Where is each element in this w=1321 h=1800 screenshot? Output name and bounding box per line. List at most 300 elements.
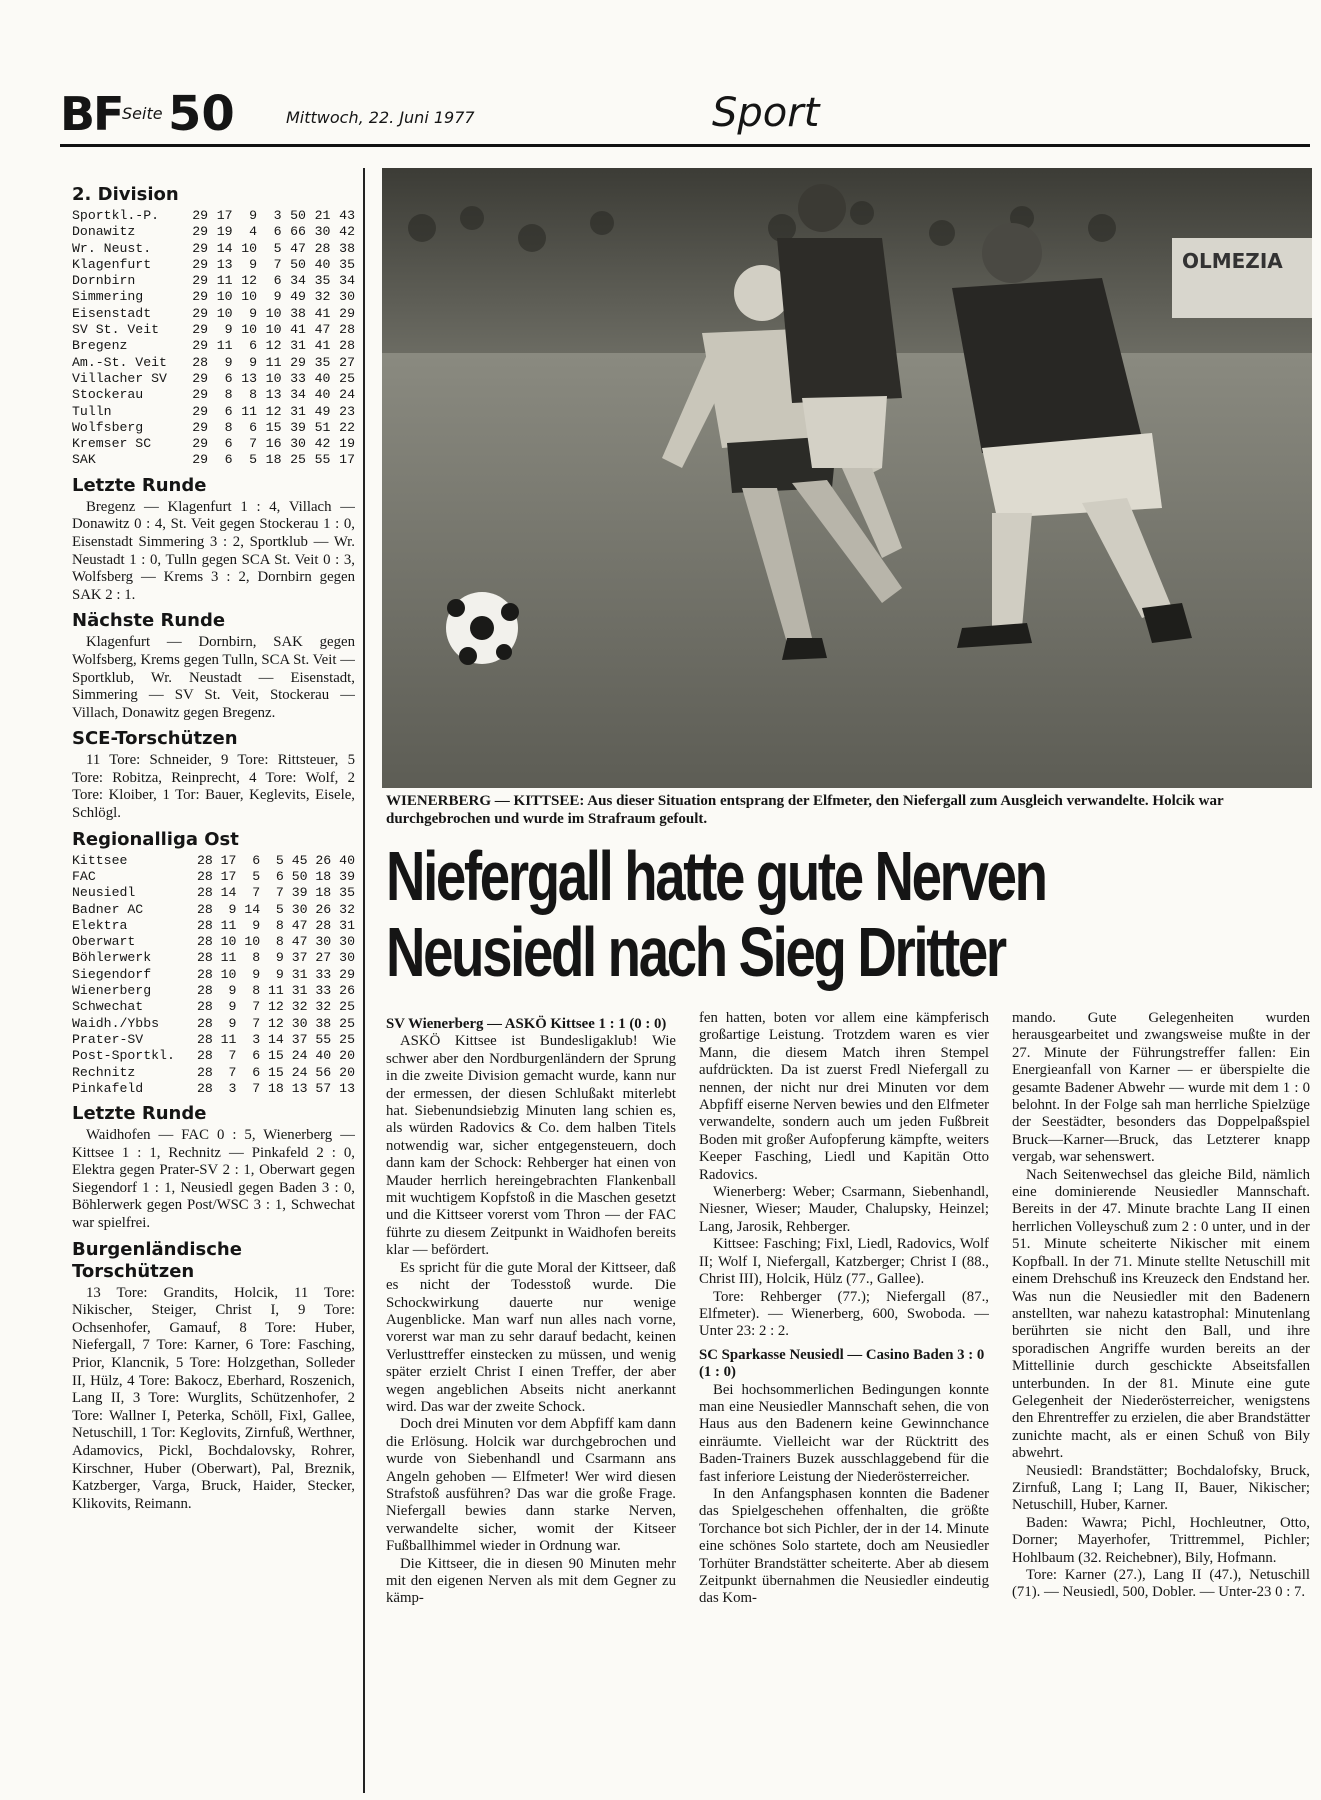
table-cell: 6 [249, 419, 258, 435]
table-cell: 28 [315, 917, 332, 933]
table-row [72, 934, 355, 950]
table-cell: 8 [249, 387, 258, 403]
table-cell: 9 [228, 901, 237, 917]
table-cell: 55 [315, 1031, 332, 1047]
team-name: Donawitz [72, 224, 136, 240]
table-cell: 28 [339, 338, 355, 354]
table-cell: 35 [339, 256, 355, 272]
table-cell: 37 [291, 1031, 308, 1047]
table-cell: 40 [314, 387, 331, 403]
table-cell: 42 [314, 436, 331, 452]
team-name: SAK [72, 452, 96, 468]
table-cell: 7 [252, 885, 261, 901]
table-cell: 9 [228, 1015, 237, 1031]
table-cell: 10 [244, 934, 261, 950]
table-cell: 41 [314, 338, 331, 354]
table-cell: 27 [339, 354, 355, 370]
table-cell: 18 [268, 1080, 284, 1096]
article-paragraph: Die Kittseer, die in diesen 90 Minuten mehr mit den eigenen Nerven als mit dem Gegner zu kämp- [386, 1555, 676, 1607]
issue-date: Mittwoch, 22. Juni 1977 [286, 108, 475, 127]
table-cell: 31 [291, 966, 308, 982]
table-row [72, 404, 355, 420]
table-cell: 29 [192, 419, 209, 435]
table-cell: 33 [315, 983, 332, 999]
table-cell: 19 [339, 436, 355, 452]
table-cell: 32 [314, 289, 331, 305]
table-cell: 6 [273, 224, 282, 240]
table-cell: 18 [265, 452, 282, 468]
table-cell: 11 [265, 354, 282, 370]
division2-last-round-heading: Letzte Runde [72, 474, 207, 496]
table-row [72, 387, 355, 403]
article-paragraph: Bei hochsommerlichen Bedingungen konnte man eine Neusiedler Mannschaft sehen, die von Haus aus den Badenern keine Gewinnchance einräumte. Vielleicht war der Rücktritt des Baden-Trainers Buzek ausschlaggebend für die fast inferiore Leistung der Niederösterreicher. [699, 1381, 989, 1485]
table-cell: 29 [192, 436, 209, 452]
table-cell: 14 [244, 901, 261, 917]
table-cell: 6 [224, 436, 233, 452]
table-cell: 29 [192, 224, 209, 240]
table-cell: 40 [314, 370, 331, 386]
article-paragraph: ASKÖ Kittsee ist Bundesligaklub! Wie schwer aber den Nordburgenländern der Sprung in die zweite Division gemacht wurde, kann nur der ermessen, der diesen Schlußakt miterlebt hat. Siebenundsiebzig Minuten lang schien es, als würden Radovics & Co. dem halben Titels notwendig war, sicher entgegensteuern, doch dann kam der Schock: Rehberger hat einen von Mauder herrlich hereingebrachten Flankenball mit wuchtigem Kopfstoß in die Maschen gesetzt und die Kittseer vorerst vom Thron — der FAC führte zu diesem Zeitpunkt in Waidhofen bereits klar — befördert. [386, 1033, 676, 1259]
table-cell: 8 [275, 917, 284, 933]
table-row [72, 967, 355, 983]
headline-line-2: Neusiedl nach Sieg Dritter [386, 913, 1005, 991]
headline-line-1: Niefergall hatte gute Nerven [386, 837, 1046, 915]
table-cell: 9 [249, 208, 258, 223]
scoreboard-text: OLMEZIA [1182, 249, 1283, 273]
table-cell: 29 [192, 208, 209, 223]
division2-table [72, 208, 355, 469]
table-cell: 7 [273, 256, 282, 272]
table-cell: 37 [291, 950, 308, 966]
article-headline [386, 838, 1108, 990]
team-name: Wr. Neust. [72, 240, 152, 256]
table-cell: 3 [228, 1080, 237, 1096]
table-cell: 11 [216, 273, 233, 289]
table-cell: 13 [216, 256, 233, 272]
table-cell: 15 [268, 1064, 284, 1080]
table-cell: 42 [339, 224, 355, 240]
table-cell: 28 [314, 240, 331, 256]
team-name: Kittsee [72, 852, 128, 868]
standings-column [72, 178, 355, 1788]
article-paragraph: Nach Seitenwechsel das gleiche Bild, nämlich eine dominierende Neusiedler Mannschaft. Bereits in der 47. Minute brachte Lang II einen herrlichen Volleyschuß zum 2 : 0 unter, und in der 51. Minute scheiterte Nikischer mit einem Kopfball. In der 71. Minute stellte Netuschill mit einem Drehschuß ins Kreuzeck den Endstand her. Was nun die Neusiedler mit den Badenern anstellten, war nahezu katastrophal: Minutenlang berührten sie nicht den Ball, und ihre sporadischen Angriffe wurden bereits an der Mittellinie durch geschickte Abseitsfallen unterbunden. In der 81. Minute eine gute Gelegenheit der Niederösterreicher, wenigstens den Ehrentreffer zu erzielen, die aber Brandstätter zunichte macht, als er einen Schuß von Bily abwehrt. [1012, 1166, 1310, 1462]
table-row [72, 1032, 355, 1048]
table-cell: 29 [192, 403, 209, 419]
table-cell: 45 [291, 852, 308, 868]
team-name: Schwechat [72, 999, 144, 1015]
table-cell: 35 [339, 885, 355, 901]
table-cell: 28 [196, 934, 213, 950]
team-name: Klagenfurt [72, 256, 152, 272]
table-row [72, 869, 355, 885]
table-row [72, 1065, 355, 1081]
table-cell: 25 [290, 452, 306, 468]
table-cell: 47 [291, 917, 308, 933]
table-cell: 40 [314, 256, 331, 272]
table-row [72, 289, 355, 305]
table-cell: 29 [339, 966, 355, 982]
table-cell: 12 [265, 403, 282, 419]
table-cell: 28 [196, 1064, 213, 1080]
table-cell: 10 [216, 289, 233, 305]
table-cell: 6 [252, 852, 261, 868]
table-row [72, 241, 355, 257]
article-column-1 [386, 1010, 676, 1795]
table-cell: 20 [339, 1064, 355, 1080]
table-cell: 47 [291, 934, 308, 950]
match-photo-illustration [382, 168, 1312, 788]
regionalliga-last-round-text: Waidhofen — FAC 0 : 5, Wienerberg — Kittsee 1 : 1, Rechnitz — Pinkafeld 2 : 0, Elektra gegen Prater-SV 2 : 1, Oberwart gegen Siegendorf 1 : 1, Neusiedl gegen Baden 3 : 0, Böhlerwerk gegen Post/WSC 3 : 1, Schwechat war spielfrei. [72, 1127, 355, 1232]
table-cell: 30 [290, 436, 306, 452]
table-cell: 6 [224, 452, 233, 468]
team-name: Waidh./Ybbs [72, 1015, 160, 1031]
table-cell: 8 [275, 934, 284, 950]
table-row [72, 853, 355, 869]
table-cell: 30 [314, 224, 331, 240]
table-cell: 30 [339, 289, 355, 305]
table-cell: 24 [291, 1064, 308, 1080]
sce-scorers-text: 11 Tore: Schneider, 9 Tore: Rittsteuer, 5 Tore: Robitza, Reinprecht, 4 Tore: Wolf, 2 Tore: Kloiber, 1 Tor: Bauer, Keglevits, Eisele, Schlögl. [72, 752, 355, 822]
table-cell: 11 [241, 403, 258, 419]
team-name: Neusiedl [72, 885, 136, 901]
table-cell: 9 [224, 354, 233, 370]
table-row [72, 950, 355, 966]
table-cell: 7 [249, 436, 258, 452]
table-cell: 33 [315, 966, 332, 982]
table-row [72, 918, 355, 934]
team-name: Böhlerwerk [72, 950, 152, 966]
table-cell: 6 [273, 273, 282, 289]
table-cell: 22 [339, 419, 355, 435]
table-cell: 50 [290, 256, 306, 272]
table-cell: 10 [265, 322, 282, 338]
team-name: Am.-St. Veit [72, 354, 167, 370]
table-cell: 40 [339, 852, 355, 868]
table-cell: 29 [192, 452, 209, 468]
team-name: Oberwart [72, 934, 136, 950]
table-cell: 9 [275, 950, 284, 966]
team-name: FAC [72, 868, 96, 884]
team-name: Simmering [72, 289, 144, 305]
table-cell: 34 [290, 273, 306, 289]
table-cell: 6 [275, 868, 284, 884]
regionalliga-table [72, 853, 355, 1097]
section-title: Sport [712, 90, 820, 136]
table-cell: 26 [315, 901, 332, 917]
table-cell: 28 [196, 868, 213, 884]
team-name: SV St. Veit [72, 322, 160, 338]
table-cell: 5 [252, 868, 261, 884]
table-cell: 23 [339, 403, 355, 419]
article-paragraph: Es spricht für die gute Moral der Kittseer, daß es nicht der Todesstoß wurde. Die Schockwirkung dauerte nur wenige Augenblicke. Man warf nun alles nach vorne, vorerst war man zu sehr darauf bedacht, keinen Verlusttreffer einstecken zu müssen, und wenig später erzielt Christ I einen Treffer, der aber wegen angeblichen Abseits nicht anerkannt wird. Das war der zweite Schock. [386, 1259, 676, 1415]
table-cell: 28 [196, 917, 213, 933]
table-cell: 28 [196, 999, 213, 1015]
table-cell: 29 [192, 338, 209, 354]
table-cell: 30 [291, 901, 308, 917]
table-cell: 56 [315, 1064, 332, 1080]
table-cell: 8 [252, 983, 261, 999]
team-name: Prater-SV [72, 1031, 144, 1047]
table-cell: 18 [315, 885, 332, 901]
team-lineup-kittsee: Kittsee: Fasching; Fixl, Liedl, Radovics, Wolf II; Wolf I, Niefergall, Katzberger; Christ I (88., Christ III), Holcik, Hülz (77., Gallee). [699, 1236, 989, 1288]
table-cell: 6 [252, 1048, 261, 1064]
table-row [72, 208, 355, 224]
table-cell: 5 [273, 240, 282, 256]
table-cell: 25 [339, 999, 355, 1015]
table-cell: 12 [241, 273, 258, 289]
table-cell: 8 [224, 387, 233, 403]
table-cell: 17 [339, 452, 355, 468]
table-cell: 31 [339, 917, 355, 933]
table-row [72, 436, 355, 452]
page-number: 50 [168, 86, 235, 142]
team-name: Bregenz [72, 338, 128, 354]
table-cell: 29 [192, 256, 209, 272]
table-cell: 30 [339, 950, 355, 966]
division2-next-round-text: Klagenfurt — Dornbirn, SAK gegen Wolfsberg, Krems gegen Tulln, SCA St. Veit — Sportklub, Wr. Neustadt — Eisenstadt, Simmering — SV St. Veit, Stockerau — Villach, Donawitz gegen Bregenz. [72, 634, 355, 721]
article-paragraph: In den Anfangsphasen konnten die Badener das Spielgeschehen offenhalten, die größte Torchance bot sich Pichler, der in der 14. Minute eine schönes Solo startete, doch am Neusiedler Torhüter Brandstätter scheiterte. Aber ab diesem Zeitpunkt übernahmen die Neusiedler eindeutig das Kom- [699, 1485, 989, 1607]
table-cell: 17 [216, 208, 233, 223]
team-lineup-neusiedl: Neusiedl: Brandstätter; Bochdalofsky, Bruck, Zirnfuß, Lang I; Lang II, Bauer, Nikischer; Netuschill, Huber, Karner. [1012, 1462, 1310, 1514]
table-cell: 32 [291, 999, 308, 1015]
table-cell: 27 [315, 950, 332, 966]
table-cell: 29 [192, 387, 209, 403]
table-cell: 10 [241, 240, 258, 256]
table-cell: 3 [273, 208, 282, 223]
table-cell: 14 [216, 240, 233, 256]
table-cell: 29 [192, 289, 209, 305]
team-lineup-baden: Baden: Wawra; Pichl, Hochleutner, Otto, Dorner; Mayerhofer, Trittremmel, Pichler; Hohlbaum (32. Reichebner), Bily, Hofmann. [1012, 1514, 1310, 1566]
table-cell: 7 [228, 1048, 237, 1064]
team-name: Eisenstadt [72, 305, 152, 321]
table-cell: 11 [220, 1031, 237, 1047]
table-row [72, 257, 355, 273]
regionalliga-heading: Regionalliga Ost [72, 828, 239, 850]
table-row [72, 273, 355, 289]
table-cell: 11 [216, 338, 233, 354]
table-cell: 10 [241, 289, 258, 305]
table-row [72, 1016, 355, 1032]
table-cell: 26 [339, 983, 355, 999]
team-name: Stockerau [72, 387, 144, 403]
table-cell: 10 [241, 322, 258, 338]
team-name: Dornbirn [72, 273, 136, 289]
match-photo [382, 168, 1312, 788]
table-cell: 17 [220, 852, 237, 868]
table-cell: 28 [196, 1031, 213, 1047]
burgenland-scorers-heading: Burgenländische Torschützen [72, 1238, 242, 1282]
table-cell: 5 [275, 852, 284, 868]
table-cell: 13 [291, 1080, 308, 1096]
table-cell: 30 [339, 934, 355, 950]
table-cell: 41 [314, 305, 331, 321]
table-row [72, 885, 355, 901]
table-cell: 10 [265, 305, 282, 321]
table-cell: 32 [315, 999, 332, 1015]
table-cell: 25 [339, 1031, 355, 1047]
table-cell: 29 [192, 273, 209, 289]
team-name: Badner AC [72, 901, 144, 917]
table-cell: 5 [275, 901, 284, 917]
table-cell: 14 [268, 1031, 284, 1047]
match-2-title: SC Sparkasse Neusiedl — Casino Baden 3 : 0 (1 : 0) [699, 1346, 985, 1381]
table-cell: 47 [314, 322, 331, 338]
table-cell: 10 [220, 934, 237, 950]
table-cell: 21 [314, 208, 331, 223]
masthead [60, 84, 1310, 147]
table-cell: 34 [290, 387, 306, 403]
table-cell: 9 [252, 966, 261, 982]
table-cell: 12 [265, 338, 282, 354]
table-cell: 39 [290, 419, 306, 435]
table-cell: 31 [290, 403, 306, 419]
table-cell: 49 [314, 403, 331, 419]
table-cell: 47 [290, 240, 306, 256]
table-cell: 9 [228, 983, 237, 999]
table-cell: 12 [268, 1015, 284, 1031]
table-cell: 9 [275, 966, 284, 982]
table-cell: 7 [252, 1080, 261, 1096]
table-cell: 14 [220, 885, 237, 901]
division2-next-round-heading: Nächste Runde [72, 610, 226, 632]
table-cell: 34 [339, 273, 355, 289]
table-cell: 16 [265, 436, 282, 452]
table-cell: 7 [275, 885, 284, 901]
table-row [72, 306, 355, 322]
table-cell: 13 [241, 370, 258, 386]
table-cell: 55 [314, 452, 331, 468]
table-cell: 6 [249, 338, 258, 354]
table-cell: 6 [224, 403, 233, 419]
table-cell: 7 [252, 1015, 261, 1031]
table-cell: 28 [196, 885, 213, 901]
table-cell: 31 [291, 983, 308, 999]
table-cell: 28 [339, 322, 355, 338]
table-cell: 38 [339, 240, 355, 256]
table-cell: 10 [265, 370, 282, 386]
table-cell: 33 [290, 370, 306, 386]
table-cell: 11 [268, 983, 284, 999]
table-row [72, 338, 355, 354]
article-paragraph: fen hatten, boten vor allem eine kämpferisch großartige Leistung. Trotzdem waren es vier Mann, die diesem Match ihren Stempel aufdrückten. Da ist zuerst Fredl Niefergall zu nennen, der nicht nur drei Minuten vor dem Abpfiff eiserne Nerven bewies und den Elfmeter verwandelte, sondern auch um jeden Fußbreit Boden mit großer Aufopferung kämpfte, weiters Keeper Fasching, Liedl und Kapitän Otto Radovics. [699, 1010, 989, 1183]
match-1-goals: Tore: Rehberger (77.); Niefergall (87., Elfmeter). — Wienerberg, 600, Swoboda. — Unter 23: 2 : 2. [699, 1288, 989, 1340]
table-cell: 9 [224, 322, 233, 338]
table-cell: 17 [220, 868, 237, 884]
table-cell: 7 [228, 1064, 237, 1080]
table-cell: 9 [273, 289, 282, 305]
table-cell: 28 [196, 950, 213, 966]
table-row [72, 1081, 355, 1097]
team-name: Wolfsberg [72, 419, 144, 435]
article-column-3 [1012, 1010, 1310, 1795]
table-cell: 35 [314, 354, 331, 370]
table-cell: 10 [216, 305, 233, 321]
table-cell: 29 [192, 322, 209, 338]
table-cell: 13 [339, 1080, 355, 1096]
division2-last-round-text: Bregenz — Klagenfurt 1 : 4, Villach — Donawitz 0 : 4, St. Veit gegen Stockerau 1 : 0, Eisenstadt Simmering 3 : 2, Sportklub — Wr. Neustadt 1 : 0, Tulln gegen SCA St. Veit 0 : 3, Wolfsberg — Krems 3 : 2, Dornbirn gegen SAK 2 : 1. [72, 498, 355, 603]
table-cell: 29 [192, 305, 209, 321]
table-row [72, 452, 355, 468]
table-row [72, 322, 355, 338]
table-cell: 31 [290, 338, 306, 354]
team-name: Kremser SC [72, 436, 152, 452]
table-cell: 9 [252, 917, 261, 933]
article-paragraph: Doch drei Minuten vor dem Abpfiff kam dann die Erlösung. Holcik war durchgebrochen und wurde von Siebenhandl und Csarmann ans Angeln gehoben — Elfmeter! Wer wird diesen Strafstoß ausführen? Das war die große Frage. Niefergall bewies dann starke Nerven, verwandelte sicher, womit der Kitseer Fußballhimmel wieder in Ordnung war. [386, 1416, 676, 1555]
table-row [72, 420, 355, 436]
table-cell: 5 [249, 452, 258, 468]
table-cell: 39 [291, 885, 308, 901]
page-label: Seite [122, 104, 163, 123]
team-name: Villacher SV [72, 370, 167, 386]
table-cell: 10 [220, 966, 237, 982]
table-cell: 41 [290, 322, 306, 338]
table-cell: 6 [252, 1064, 261, 1080]
table-cell: 12 [268, 999, 284, 1015]
table-cell: 28 [196, 852, 213, 868]
table-cell: 28 [196, 1048, 213, 1064]
table-cell: 9 [249, 354, 258, 370]
match-2-goals: Tore: Karner (27.), Lang II (47.), Netuschill (71). — Neusiedl, 500, Dobler. — Unter-23 0 : 7. [1012, 1567, 1310, 1601]
table-cell: 39 [339, 868, 355, 884]
table-row [72, 371, 355, 387]
table-cell: 3 [252, 1031, 261, 1047]
table-cell: 28 [196, 983, 213, 999]
team-name: Tulln [72, 403, 112, 419]
table-cell: 9 [228, 999, 237, 1015]
regionalliga-last-round-heading: Letzte Runde [72, 1103, 207, 1125]
table-cell: 29 [192, 240, 209, 256]
table-cell: 30 [291, 1015, 308, 1031]
table-cell: 38 [315, 1015, 332, 1031]
table-cell: 25 [339, 1015, 355, 1031]
table-cell: 28 [196, 901, 213, 917]
table-cell: 19 [216, 224, 233, 240]
table-cell: 50 [290, 208, 306, 223]
table-row [72, 1048, 355, 1064]
table-cell: 43 [339, 208, 355, 223]
table-cell: 26 [315, 852, 332, 868]
table-row [72, 999, 355, 1015]
table-row [72, 224, 355, 240]
team-name: Siegendorf [72, 966, 152, 982]
table-cell: 11 [220, 917, 237, 933]
table-cell: 7 [252, 999, 261, 1015]
burgenland-scorers-text: 13 Tore: Grandits, Holcik, 11 Tore: Nikischer, Steiger, Christ I, 9 Tore: Ochsenhofer, Gamauf, 8 Tore: Huber, Niefergall, 7 Tore: Karner, 6 Tore: Fasching, Prior, Klancnik, 5 Tore: Holzgethan, Solleder II, Hülz, 4 Tore: Bakocz, Eberhard, Roszenich, Lang II, 3 Tore: Wurglits, Schützenhofer, 2 Tore: Wallner I, Peterka, Schöll, Fixl, Gallee, Netuschill, 1 Tor: Keglovits, Zirnfuß, Werthner, Adamovics, Pickl, Bochdalovsky, Rohrer, Kirschner, Huber (Oberwart), Pal, Breznik, Katzberger, Varga, Bruck, Haider, Stecker, Klikovits, Reimann. [72, 1284, 355, 1512]
table-cell: 49 [290, 289, 306, 305]
table-cell: 51 [314, 419, 331, 435]
table-cell: 29 [339, 305, 355, 321]
newspaper-logo: BF [60, 87, 123, 141]
division2-heading: 2. Division [72, 184, 179, 205]
article-paragraph: mando. Gute Gelegenheiten wurden herausgearbeitet und zwangsweise mußte in der 27. Minute der Führungstreffer fallen: Ein Energieanfall von Karner — er überspielte die gesamte Badener Abwehr — wurde mit dem 1 : 0 belohnt. In der Folge sah man herrliche Spielzüge der Seestädter, besonders das Doppelpaßspiel Bruck—Karner—Bruck, das Letzterer knapp vergab, war sehenswert. [1012, 1010, 1310, 1166]
table-cell: 15 [265, 419, 282, 435]
table-row [72, 902, 355, 918]
table-cell: 15 [268, 1048, 284, 1064]
team-lineup-wienerberg: Wienerberg: Weber; Csarmann, Siebenhandl, Niesner, Wieser; Mauder, Chalupsky, Heinzel; Lang, Jarosik, Rehberger. [699, 1184, 989, 1235]
table-cell: 28 [192, 354, 209, 370]
team-name: Pinkafeld [72, 1080, 144, 1096]
table-cell: 32 [339, 901, 355, 917]
table-cell: 8 [224, 419, 233, 435]
table-cell: 29 [192, 370, 209, 386]
column-divider [363, 168, 365, 1793]
table-cell: 11 [220, 950, 237, 966]
table-cell: 4 [249, 224, 258, 240]
table-cell: 66 [290, 224, 306, 240]
table-cell: 28 [196, 1080, 213, 1096]
team-name: Sportkl.-P. [72, 208, 160, 223]
table-cell: 24 [291, 1048, 308, 1064]
